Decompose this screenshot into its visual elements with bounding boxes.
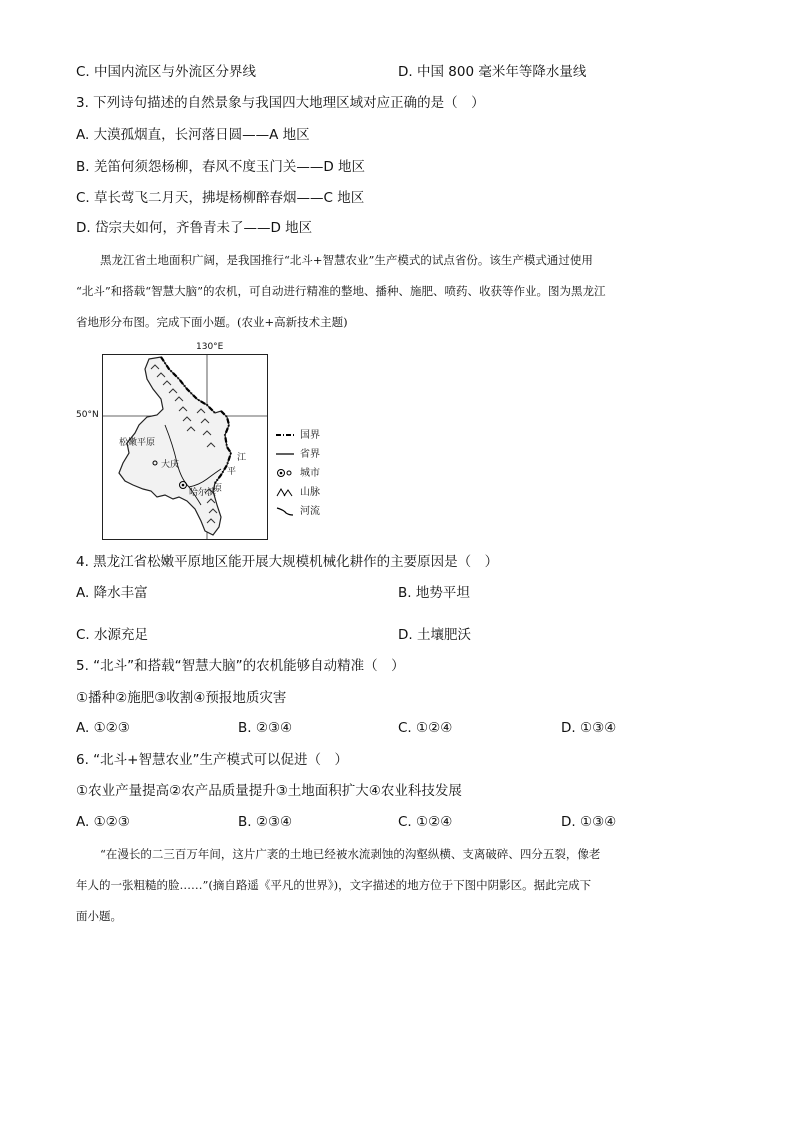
- passage1-line2: “北斗”和搭载“智慧大脑”的农机，可自动进行精准的整地、播种、施肥、喷药、收获等作业。图为黑龙江: [76, 284, 606, 298]
- q5-items: ①播种②施肥③收割④预报地质灾害: [76, 690, 287, 706]
- q5-option-b: B. ②③④: [238, 720, 293, 736]
- latitude-label: 50°N: [76, 410, 99, 420]
- legend-provincial-border: [276, 445, 320, 460]
- q6-option-b: B. ②③④: [238, 814, 293, 830]
- q5-option-a: A. ①②③: [76, 720, 130, 736]
- mountain-icon: [276, 487, 294, 497]
- sanjiang-plain-label-3: 原: [213, 484, 223, 494]
- q4-option-a: A. 降水丰富: [76, 585, 148, 601]
- harbin-label: 哈尔滨: [189, 488, 217, 498]
- q6-option-a: A. ①②③: [76, 814, 130, 830]
- q5-option-d: D. ①③④: [561, 720, 617, 736]
- daqing-label: 大庆: [161, 460, 180, 470]
- longitude-label: 130°E: [196, 342, 224, 352]
- sanjiang-plain-label-2: 平: [227, 467, 237, 477]
- map-frame: [102, 354, 268, 540]
- q5-option-c: C. ①②④: [398, 720, 453, 736]
- q3-stem: 3. 下列诗句描述的自然景象与我国四大地理区域对应正确的是（ ）: [76, 95, 485, 111]
- legend-label: 国界: [300, 430, 320, 441]
- q6-items: ①农业产量提高②农产品质量提升③土地面积扩大④农业科技发展: [76, 783, 462, 799]
- q4-option-b: B. 地势平坦: [398, 585, 470, 601]
- q4-option-d: D. 土壤肥沃: [398, 627, 471, 643]
- legend-label: 山脉: [300, 487, 320, 498]
- passage1-line1: 黑龙江省土地面积广阔，是我国推行“北斗+智慧农业”生产模式的试点省份。该生产模式通过使用: [100, 253, 593, 267]
- legend-label: 城市: [300, 468, 320, 479]
- city-icon: [276, 468, 294, 478]
- legend-label: 省界: [300, 449, 320, 460]
- q4-stem: 4. 黑龙江省松嫩平原地区能开展大规模机械化耕作的主要原因是（ ）: [76, 554, 499, 570]
- q3-option-d: D. 岱宗夫如何，齐鲁青未了——D 地区: [76, 220, 313, 236]
- passage2-line2: 年人的一张粗糙的脸……”(摘自路遥《平凡的世界》)，文字描述的地方位于下图中阴影区。据此完成下: [76, 878, 592, 892]
- q2-option-c: C. 中国内流区与外流区分界线: [76, 64, 257, 80]
- q6-option-d: D. ①③④: [561, 814, 617, 830]
- q3-option-a: A. 大漠孤烟直，长河落日圆——A 地区: [76, 127, 310, 143]
- passage2-line1: “在漫长的二三百万年间，这片广袤的土地已经被水流剥蚀的沟壑纵横、支离破碎、四分五裂，像老: [100, 847, 601, 861]
- sanjiang-plain-label-1: 江: [237, 453, 247, 463]
- harbin-city-dot: [182, 484, 185, 487]
- river-icon: [276, 506, 294, 516]
- heilongjiang-map: [76, 342, 346, 542]
- q6-option-c: C. ①②④: [398, 814, 453, 830]
- q3-option-c: C. 草长莺飞二月天，拂堤杨柳醉春烟——C 地区: [76, 190, 365, 206]
- q6-stem: 6. “北斗+智慧农业”生产模式可以促进（ ）: [76, 752, 348, 768]
- songnen-plain-label: 松嫩平原: [119, 438, 156, 448]
- legend-city: [276, 464, 320, 479]
- legend-label: 河流: [300, 506, 320, 517]
- passage2-line3: 面小题。: [76, 909, 122, 923]
- legend-river: [276, 502, 320, 517]
- q3-option-b: B. 羌笛何须怨杨柳，春风不度玉门关——D 地区: [76, 159, 366, 175]
- national-border-icon: [276, 431, 294, 439]
- provincial-border-icon: [276, 450, 294, 458]
- legend-mountain: [276, 483, 320, 498]
- q4-option-c: C. 水源充足: [76, 627, 149, 643]
- legend-national-border: [276, 426, 320, 441]
- q5-stem: 5. “北斗”和搭载“智慧大脑”的农机能够自动精准（ ）: [76, 658, 405, 674]
- q2-option-d: D. 中国 800 毫米年等降水量线: [398, 64, 587, 80]
- passage1-line3: 省地形分布图。完成下面小题。(农业+高新技术主题): [76, 315, 348, 329]
